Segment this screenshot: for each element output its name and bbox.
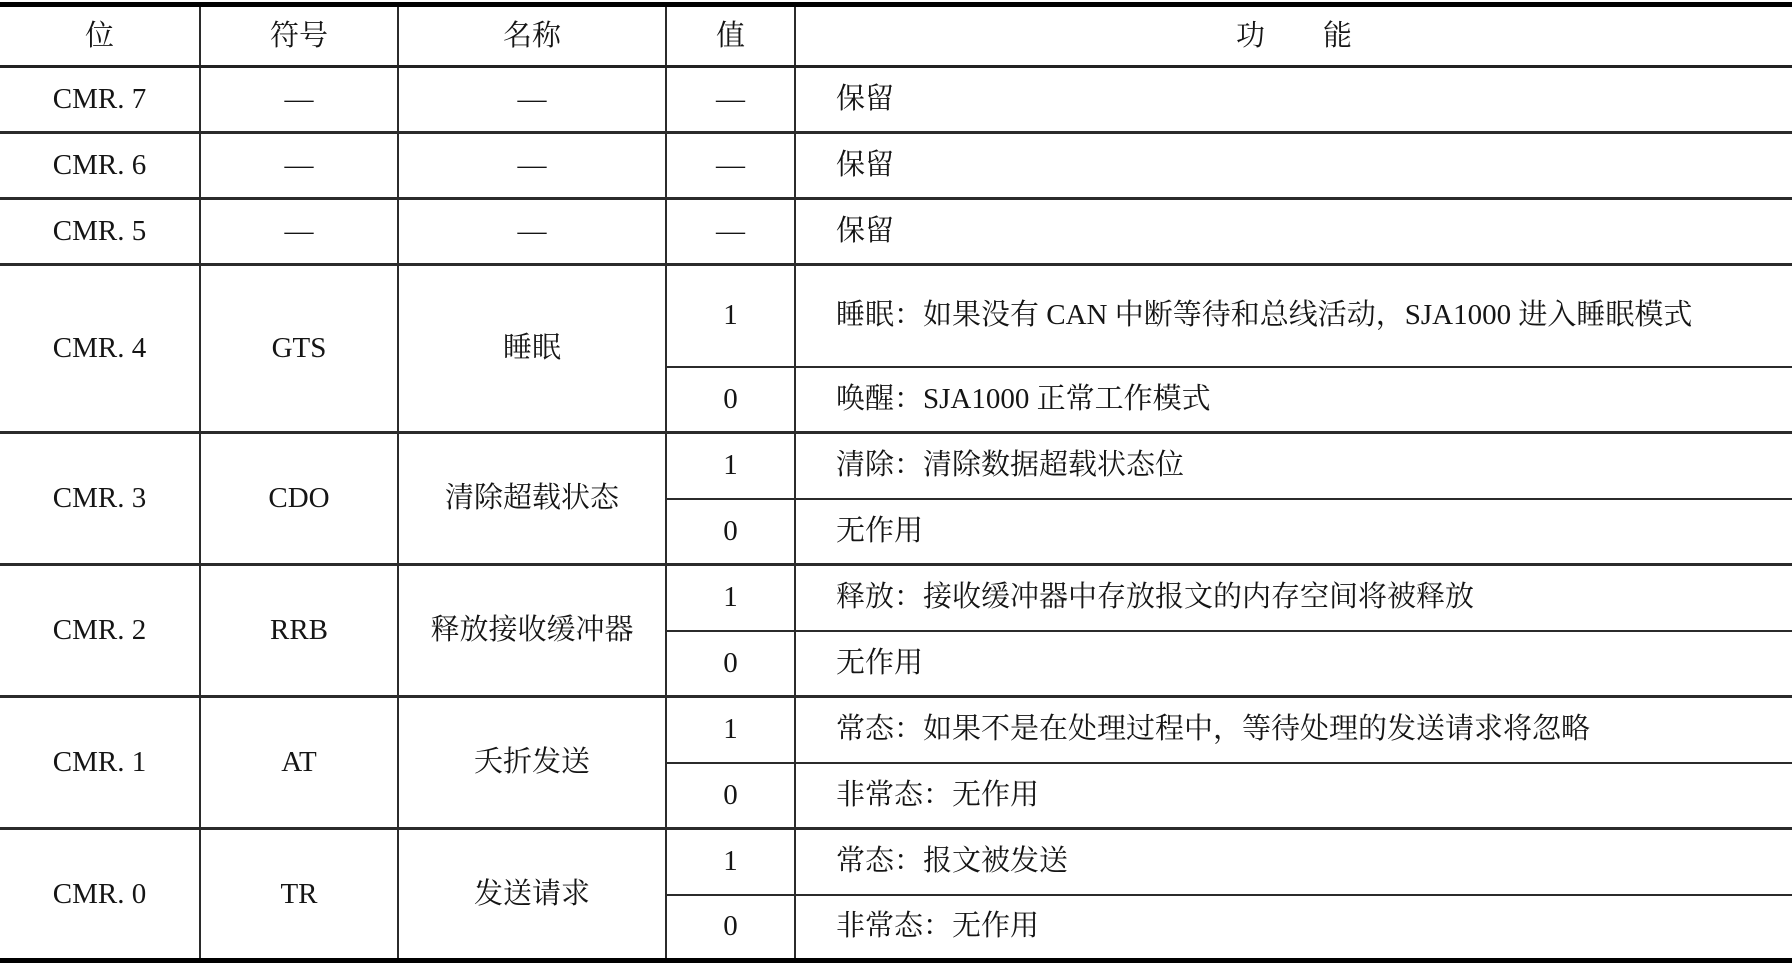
symbol-cell: AT xyxy=(200,697,398,829)
name-cell: 睡眠 xyxy=(398,265,666,433)
symbol-cell: RRB xyxy=(200,565,398,697)
header-function: 功 能 xyxy=(795,5,1792,67)
value-cell: — xyxy=(666,133,795,199)
function-cell: 常态：报文被发送 xyxy=(795,829,1792,895)
value-cell: 1 xyxy=(666,697,795,763)
bit-cell: CMR. 3 xyxy=(0,433,200,565)
value-cell: 1 xyxy=(666,829,795,895)
function-cell: 睡眠：如果没有 CAN 中断等待和总线活动，SJA1000 进入睡眠模式 xyxy=(795,265,1792,367)
name-cell: 夭折发送 xyxy=(398,697,666,829)
header-symbol: 符号 xyxy=(200,5,398,67)
symbol-cell: TR xyxy=(200,829,398,961)
bit-cell: CMR. 5 xyxy=(0,199,200,265)
value-cell: 0 xyxy=(666,367,795,433)
function-cell: 保留 xyxy=(795,133,1792,199)
name-cell: 发送请求 xyxy=(398,829,666,961)
bit-cell: CMR. 7 xyxy=(0,67,200,133)
function-cell: 非常态：无作用 xyxy=(795,763,1792,829)
function-cell: 无作用 xyxy=(795,631,1792,697)
value-cell: 0 xyxy=(666,895,795,961)
value-cell: 0 xyxy=(666,631,795,697)
symbol-cell: — xyxy=(200,67,398,133)
table-row xyxy=(0,433,1792,499)
value-cell: — xyxy=(666,67,795,133)
header-value: 值 xyxy=(666,5,795,67)
table-row xyxy=(0,565,1792,631)
value-cell: 1 xyxy=(666,265,795,367)
table-row xyxy=(0,829,1792,895)
symbol-cell: — xyxy=(200,199,398,265)
cmr-register-table xyxy=(0,2,1792,963)
header-row xyxy=(0,5,1792,67)
value-cell: 0 xyxy=(666,499,795,565)
bit-cell: CMR. 4 xyxy=(0,265,200,433)
value-cell: 1 xyxy=(666,565,795,631)
symbol-cell: GTS xyxy=(200,265,398,433)
symbol-cell: — xyxy=(200,133,398,199)
table-header xyxy=(0,5,1792,67)
bit-cell: CMR. 6 xyxy=(0,133,200,199)
function-cell: 释放：接收缓冲器中存放报文的内存空间将被释放 xyxy=(795,565,1792,631)
name-cell: — xyxy=(398,67,666,133)
name-cell: — xyxy=(398,199,666,265)
name-cell: — xyxy=(398,133,666,199)
function-cell: 无作用 xyxy=(795,499,1792,565)
table-row xyxy=(0,199,1792,265)
name-cell: 清除超载状态 xyxy=(398,433,666,565)
function-cell: 清除：清除数据超载状态位 xyxy=(795,433,1792,499)
header-bit: 位 xyxy=(0,5,200,67)
bit-cell: CMR. 2 xyxy=(0,565,200,697)
bit-cell: CMR. 1 xyxy=(0,697,200,829)
function-cell: 保留 xyxy=(795,199,1792,265)
value-cell: 0 xyxy=(666,763,795,829)
function-cell: 唤醒：SJA1000 正常工作模式 xyxy=(795,367,1792,433)
table-row xyxy=(0,67,1792,133)
bit-cell: CMR. 0 xyxy=(0,829,200,961)
value-cell: — xyxy=(666,199,795,265)
table-row xyxy=(0,265,1792,367)
header-name: 名称 xyxy=(398,5,666,67)
function-cell: 非常态：无作用 xyxy=(795,895,1792,961)
table-row xyxy=(0,133,1792,199)
function-cell: 常态：如果不是在处理过程中，等待处理的发送请求将忽略 xyxy=(795,697,1792,763)
name-cell: 释放接收缓冲器 xyxy=(398,565,666,697)
table-row xyxy=(0,697,1792,763)
value-cell: 1 xyxy=(666,433,795,499)
symbol-cell: CDO xyxy=(200,433,398,565)
table-body xyxy=(0,67,1792,961)
function-cell: 保留 xyxy=(795,67,1792,133)
